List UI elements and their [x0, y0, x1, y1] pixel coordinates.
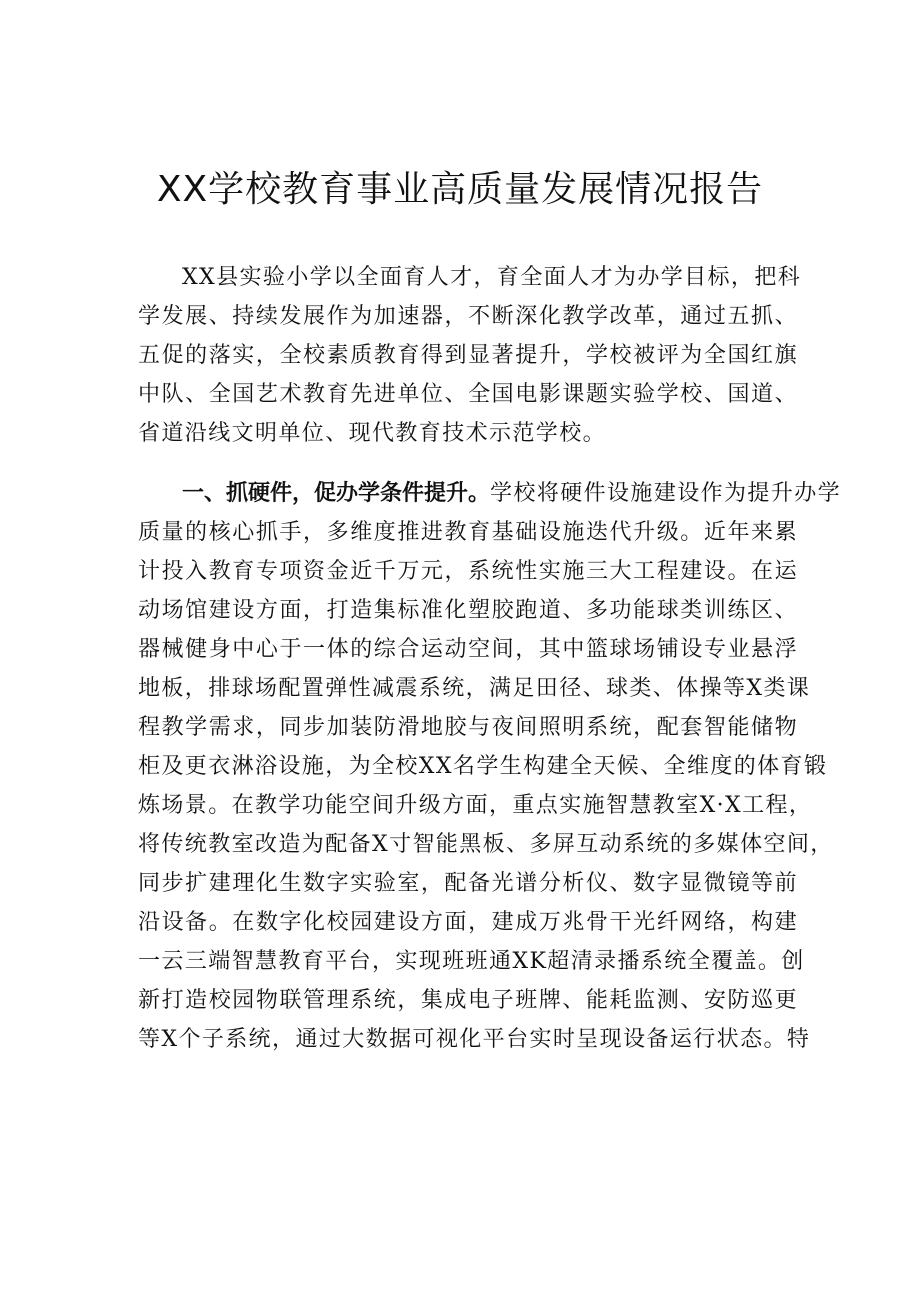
paragraph-line: 柜及更衣淋浴设施，为全校XX名学生构建全天候、全维度的体育锻 [138, 754, 828, 779]
paragraph-line: 动场馆建设方面，打造集标准化塑胶跑道、多功能球类训练区、 [138, 598, 798, 623]
paragraph-line: 同步扩建理化生数字实验室，配备光谱分析仪、数字显微镜等前 [138, 871, 798, 896]
paragraph-line-rest: 学校将硬件设施建设作为提升办学 [490, 481, 842, 506]
paragraph-line: 一云三端智慧教育平台，实现班班通XK超清录播系统全覆盖。创 [138, 949, 805, 974]
paragraph-line: 地板，排球场配置弹性减震系统，满足田径、球类、体操等X类课 [138, 676, 811, 701]
paragraph-line: 等X个子系统，通过大数据可视化平台实时呈现设备运行状态。特 [138, 1027, 811, 1052]
paragraph-line: 质量的核心抓手，多维度推进教育基础设施迭代升级。近年来累 [138, 520, 798, 545]
paragraph-line: 沿设备。在数字化校园建设方面，建成万兆骨干光纤网络，构建 [138, 910, 798, 935]
paragraph-line: 五促的落实，全校素质教育得到显著提升，学校被评为全国红旗 [138, 343, 798, 368]
section-heading: 一、抓硬件，促办学条件提升。 [182, 481, 491, 506]
paragraph-line: XX县实验小学以全面育人才，育全面人才为办学目标，把科 [182, 265, 802, 290]
paragraph-line: 新打造校园物联管理系统，集成电子班牌、能耗监测、安防巡更 [138, 988, 798, 1013]
paragraph-line: 省道沿线文明单位、现代教育技术示范学校。 [138, 421, 607, 446]
paragraph-line: 中队、全国艺术教育先进单位、全国电影课题实验学校、国道、 [138, 382, 798, 407]
paragraph-line: 计投入教育专项资金近千万元，系统性实施三大工程建设。在运 [138, 559, 798, 584]
paragraph-first-line [138, 474, 842, 513]
paragraph-line: 将传统教室改造为配备X寸智能黑板、多屏互动系统的多媒体空间， [138, 832, 834, 857]
document-title: XX学校教育事业高质量发展情况报告 [156, 169, 764, 210]
paragraph-line: 炼场景。在教学功能空间升级方面，重点实施智慧教室X·X工程， [138, 793, 813, 818]
paragraph-line: 程教学需求，同步加装防滑地胶与夜间照明系统，配套智能储物 [138, 715, 798, 740]
paragraph-intro [138, 258, 802, 453]
paragraph-line: 学发展、持续发展作为加速器，不断深化教学改革，通过五抓、 [138, 304, 798, 329]
paragraph-line: 器械健身中心于一体的综合运动空间，其中篮球场铺设专业悬浮 [138, 637, 798, 662]
paragraph-hardware [138, 474, 842, 1059]
